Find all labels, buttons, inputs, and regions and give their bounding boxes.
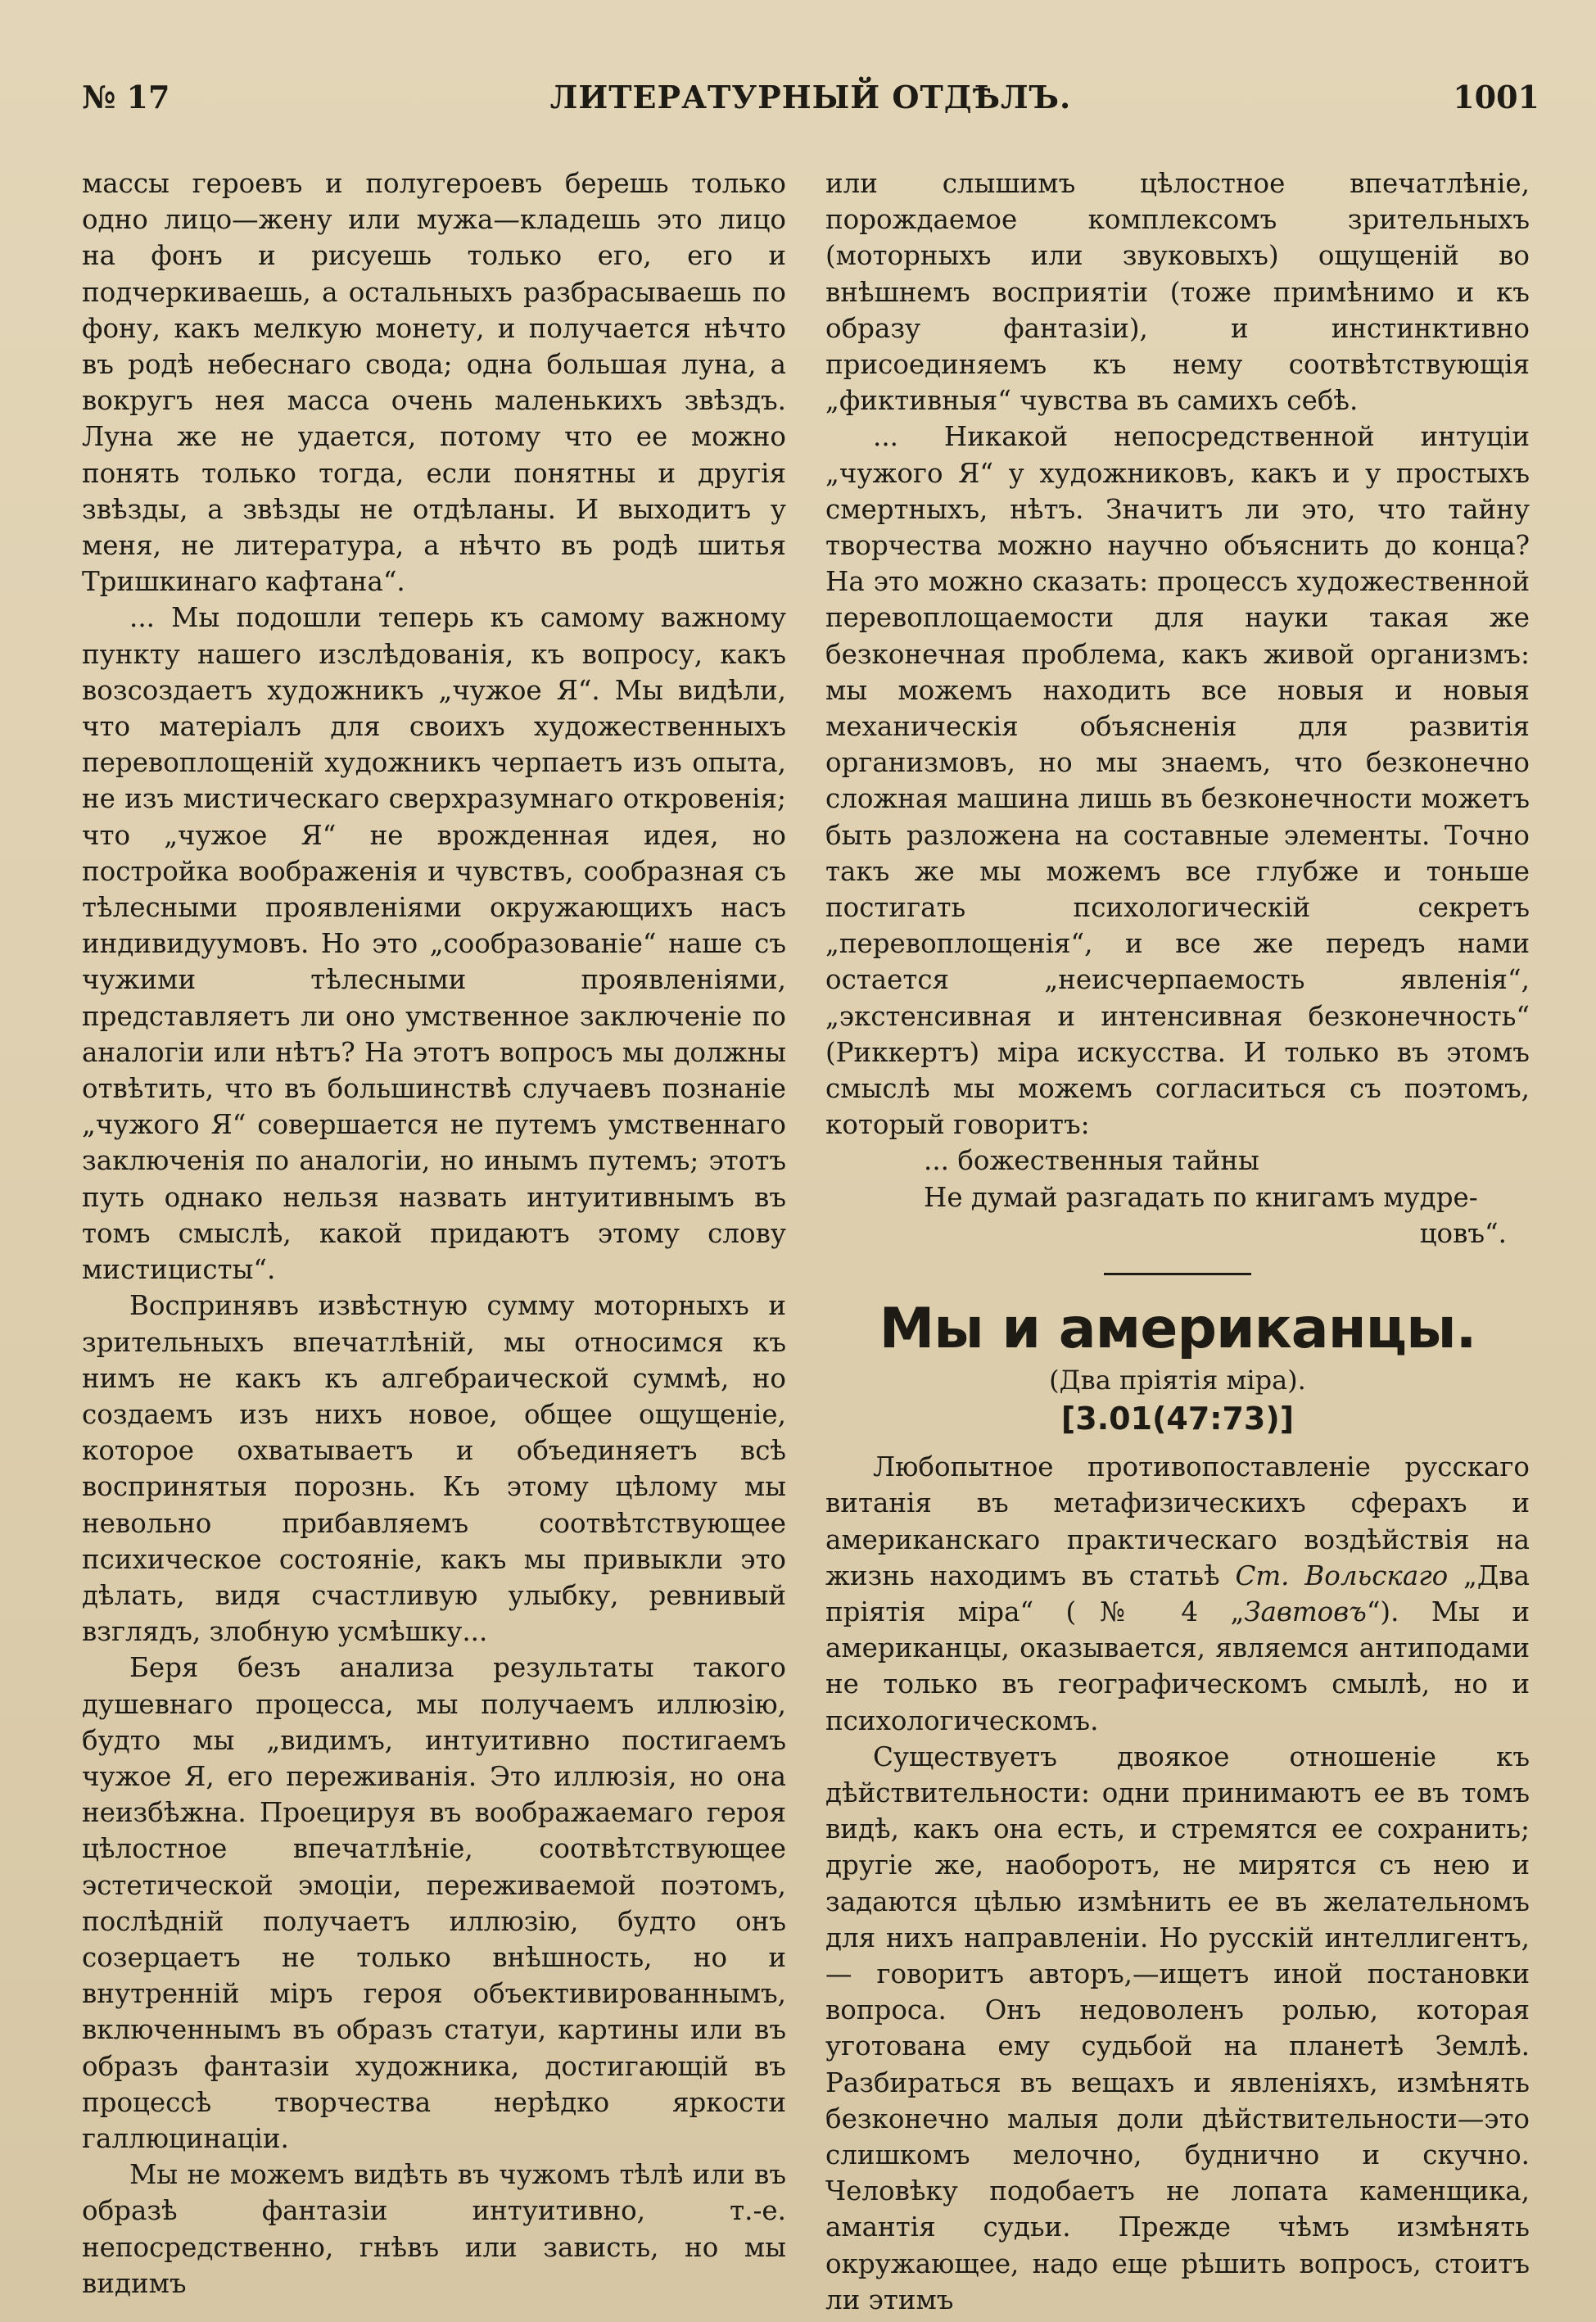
page-number: 1001 [1453,79,1539,115]
paragraph [825,1449,1530,1739]
paragraph: ... Никакой непосредственной интуціи „чужого Я“ у художниковъ, какъ и у простыхъ смертныхъ, нѣтъ. Значитъ ли это, что тайну творчества можно научно объяснить до конца? На это можно сказать: процессъ художественной перевоплощаемости для науки такая же безконечная проблема, какъ живой организмъ: мы можемъ находить все новыя и новыя механическія объясненія для развитія организмовъ, но мы знаемъ, что безконечно сложная машина лишь въ безконечности можетъ быть разложена на составные элементы. Точно такъ же мы можемъ все глубже и тоньше постигать психологическій секретъ „перевоплощенія“, и все же передъ нами остается „неисчерпаемость явленія“, „экстенсивная и интенсивная безконечность“ (Риккертъ) міра искусства. И только въ этомъ смыслѣ мы можемъ согласиться съ поэтомъ, который говоритъ: [825,421,1530,1141]
paragraph: ... Мы подошли теперь къ самому важному пункту нашего изслѣдованія, къ вопросу, какъ возсоздаетъ художникъ „чужое Я“. Мы видѣли, что матеріалъ для своихъ художественныхъ перевоплощеній художникъ черпаетъ изъ опыта, не изъ мистическаго сверхразумнаго откровенія; что „чужое Я“ не врожденная идея, но постройка воображенія и чувствъ, сообразная съ тѣлесными проявленіями окружающихъ насъ индивидуумовъ. Но это „сообразованіе“ наше съ чужими тѣлесными проявленіями, представляетъ ли оно умственное заключеніе по аналогіи или нѣтъ? На этотъ вопросъ мы должны отвѣтить, что въ большинствѣ случаевъ познаніе „чужого Я“ совершается не путемъ умственнаго заключенія по аналогіи, но инымъ путемъ; этотъ путь однако нельзя назвать интуитивнымъ въ томъ смыслѣ, какой придаютъ этому слову мистицисты“. [82,602,786,1286]
poem-line: Не думай разгадать по книгамъ мудре- [924,1181,1478,1213]
text-run: „Два пріятія міра“ (№ 4 „ [825,1559,1530,1627]
text-run: Любопытное противопоставленіе русскаго витанія въ метафизическихъ сферахъ и американскаго практическаго воздѣйствія на жизнь находимъ въ статьѣ [825,1451,1530,1591]
poem-line: цовъ“. [1419,1217,1507,1249]
article-classification-code: [3.01(47:73)] [1060,1401,1295,1437]
right-column [825,165,1530,2318]
paragraph: Воспринявъ извѣстную сумму моторныхъ и зрительныхъ впечатлѣній, мы относимся къ нимъ не какъ къ алгебраической суммѣ, но создаемъ изъ нихъ новое, общее ощущеніе, которое охватываетъ и объединяетъ всѣ воспринятыя порознь. Къ этому цѣлому мы невольно прибавляемъ соотвѣтствующее психическое состояніе, какъ мы привыкли это дѣлать, видя счастливую улыбку, ревнивый взглядъ, злобную усмѣшку... [82,1290,786,1648]
page-header [82,72,1539,121]
poem-line: ... божественныя тайны [924,1145,1259,1177]
author-name: Ст. Вольскаго [1235,1559,1449,1591]
left-column [82,165,786,2302]
paragraph: или слышимъ цѣлостное впечатлѣніе, порождаемое комплексомъ зрительныхъ (моторныхъ или звуковыхъ) ощущеній во внѣшнемъ восприятіи (тоже примѣнимо и къ образу фантазіи), и инстинктивно присоединяемъ къ нему соотвѣтствующія „фиктивныя“ чувства въ самихъ себѣ. [825,168,1530,417]
journal-name: Завтовъ [1244,1596,1367,1627]
poem-quote [825,1143,1530,1252]
paragraph: массы героевъ и полугероевъ берешь только одно лицо—жену или мужа—кладешь это лицо на фонъ и рисуешь только его, его и подчеркиваешь, а остальныхъ разбрасываешь по фону, какъ мелкую монету, и получается нѣчто въ родѣ небеснаго свода; одна большая луна, а вокругъ нея масса очень маленькихъ звѣздъ. Луна же не удается, потому что ее можно понять только тогда, если понятны и другія звѣзды, а звѣзды не отдѣланы. И выходитъ у меня, не литература, а нѣчто въ родѣ шитья Тришкинаго кафтана“. [82,168,786,598]
paragraph: Мы не можемъ видѣть въ чужомъ тѣлѣ или въ образѣ фантазіи интуитивно, т.-е. непосредственно, гнѣвъ или зависть, но мы видимъ [82,2159,786,2299]
article-title: Мы и американцы. [879,1297,1476,1362]
section-title: ЛИТЕРАТУРНЫЙ ОТДѢЛЪ. [549,79,1072,115]
paragraph: Существуетъ двоякое отношеніе къ дѣйствительности: одни принимаютъ ее въ томъ видѣ, какъ она есть, и стремятся ее сохранить; другіе же, наоборотъ, не мирятся съ нею и задаются цѣлью измѣнить ее въ желательномъ для нихъ направленіи. Но русскій интеллигентъ, — говоритъ авторъ,—ищетъ иной постановки вопроса. Онъ недоволенъ ролью, которая уготована ему судьбой на планетѣ Землѣ. Разбираться въ вещахъ и явленіяхъ, измѣнять безконечно малыя доли дѣйствительности—это слишкомъ мелочно, буднично и скучно. Человѣку подобаетъ не лопата каменщика, амантія судьи. Прежде чѣмъ измѣнять окружающее, надо еще рѣшить вопросъ, стоитъ ли этимъ [825,1740,1530,2315]
text-run: “). Мы и американцы, оказывается, являемся антиподами не только въ географическомъ смылѣ, но и психологическомъ. [825,1596,1530,1736]
issue-number: № 17 [82,79,170,115]
paragraph: Беря безъ анализа результаты такого душевнаго процесса, мы получаемъ иллюзію, будто мы „видимъ, интуитивно постигаемъ чужое Я, его переживанія. Это иллюзія, но она неизбѣжна. Проецируя въ воображаемаго героя цѣлостное впечатлѣніе, соотвѣтствующее эстетической эмоціи, переживаемой поэтомъ, послѣдній получаетъ иллюзію, будто онъ созерцаетъ не только внѣшность, но и внутренній міръ героя объективированнымъ, включеннымъ въ образъ статуи, картины или въ образъ фантазіи художника, достигающій въ процессѣ творчества нерѣдко яркости галлюцинаціи. [82,1652,786,2154]
article-subtitle: (Два пріятія міра). [1049,1365,1306,1396]
section-divider [1104,1273,1251,1275]
